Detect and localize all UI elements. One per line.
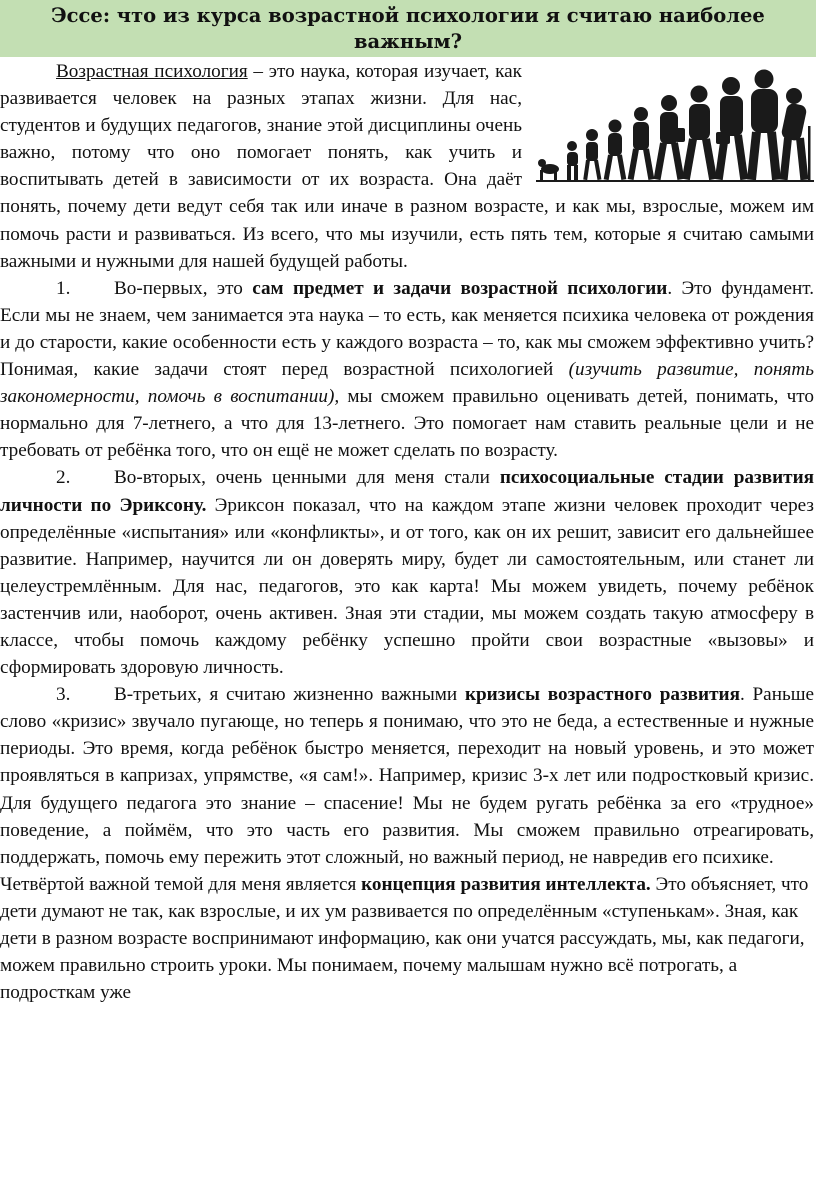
list-item-3: [0, 681, 814, 871]
item-1-lead: Во-первых, это: [114, 277, 253, 299]
item-2-tail: Эриксон показал, что на каждом этапе жизни человек проходит через определённые «испытания» или «конфликты», и от того, как он их решит, зависит его дальнейшее развитие. Например, научится ли он доверять миру, будет ли самостоятельным, или станет ли целеустремлённым. Для нас, педагогов, это как карта! Мы можем увидеть, почему ребёнок застенчив или, наоборот, очень активен. Зная эти стадии, мы можем создать такую атмосферу в классе, чтобы помочь каждому ребёнку успешно пройти свои возрастные «вызовы» и сформировать здоровую личность.: [0, 494, 814, 679]
intro-text: – это наука, которая изучает, как развивается человек на разных этапах жизни. Для нас, студентов и будущих педагогов, знание этой дисциплины очень важно, потому что оно помогает понять, как учить и воспитывать детей в зависимости от их возраста. Она даёт понять, почему дети ведут себя так или иначе в разном возрасте, и как мы, взрослые, можем им помочь расти и развиваться. Из всего, что мы изучили, есть пять тем, которые я считаю самыми важными и нужными для нашей будущей работы.: [0, 61, 814, 272]
item-1-italic: (изучить развитие, понять закономерности, помочь в воспитании),: [0, 359, 815, 408]
item-3-bold: кризисы возрастного развития: [464, 684, 740, 706]
essay-body: [0, 58, 816, 1006]
item-2-bold: психосоциальные стадии развития личности по Эриксону.: [0, 467, 815, 516]
item-3-lead: В-третьих, я считаю жизненно важными: [114, 684, 465, 706]
item-1-tail: мы сможем правильно оценивать детей, понимать, что нормально для 7-летнего, а что для 13-летнего. Это помогает нам ставить реальные цели и не требовать от ребёнка того, что он ещё не может сделать по возрасту.: [0, 386, 814, 462]
item-1-bold: сам предмет и задачи возрастной психологии: [252, 277, 668, 299]
fourth-bold: концепция развития интеллекта.: [361, 873, 651, 895]
item-1-text: . Это фундамент. Если мы не знаем, чем занимается эта наука – то есть, как меняется психика человека от рождения и до старости, какие особенности есть у каждого возраста – то, как мы сможем эффективно учить? Понимая, какие задачи стоят перед возрастной психологией: [0, 277, 814, 381]
fourth-lead: Четвёртой важной темой для меня является: [0, 873, 362, 895]
human-evolution-silhouettes-icon: [536, 58, 814, 180]
essay-title: Эссе: что из курса возрастной психологии я считаю наиболее важным?: [0, 0, 816, 57]
list-number-2: 2.: [56, 467, 71, 489]
list-item-2: [0, 464, 814, 681]
list-item-1: [0, 275, 814, 465]
list-number-1: 1.: [56, 277, 71, 299]
item-3-tail: . Раньше слово «кризис» звучало пугающе, но теперь я понимаю, что это не беда, а естественные и нужные периоды. Это время, когда ребёнок быстро меняется, переходит на новый уровень, и это может проявляться в капризах, упрямстве, «я сам!». Например, кризис 3-х лет или подростковый кризис. Для будущего педагога это знание – спасение! Мы не будем ругать ребёнка за его «трудное» поведение, а поймём, что это часть его развития. Мы сможем правильно отреагировать, поддержать, помочь ему пережить этот сложный, но важный период, не навредив его психике.: [0, 684, 815, 868]
list-number-3: 3.: [56, 684, 71, 706]
intro-term: Возрастная психология: [56, 61, 248, 82]
fourth-paragraph: [0, 871, 814, 1006]
item-2-lead: Во-вторых, очень ценными для меня стали: [114, 467, 500, 489]
fourth-tail: Это объясняет, что дети думают не так, как взрослые, и их ум развивается по определённым «ступенькам». Зная, как дети в разном возрасте воспринимают информацию, как они учатся рассуждать, мы, как педагоги, можем правильно строить уроки. Мы понимаем, почему малышам нужно всё потрогать, а подросткам уже: [0, 873, 809, 1004]
